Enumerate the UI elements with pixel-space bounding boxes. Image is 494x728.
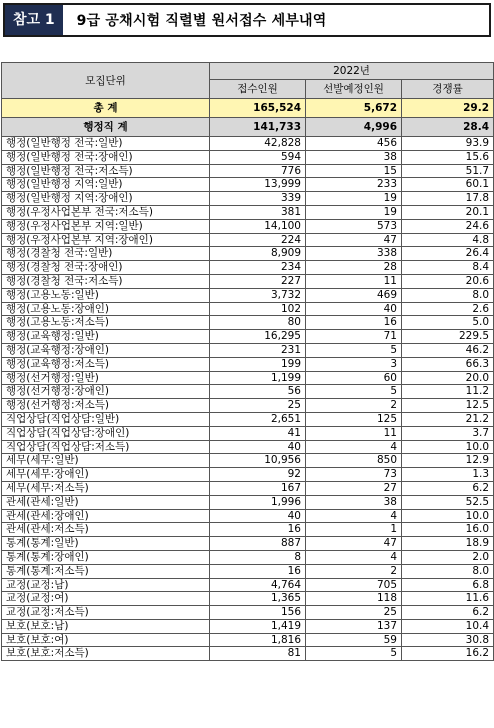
row-ratio: 66.3 <box>402 357 494 371</box>
row-planned: 25 <box>306 606 402 620</box>
header-unit: 모집단위 <box>2 63 210 99</box>
row-applicants: 156 <box>210 606 306 620</box>
row-applicants: 381 <box>210 205 306 219</box>
row-ratio: 24.6 <box>402 219 494 233</box>
row-name: 행정(교육행정:일반) <box>2 330 210 344</box>
row-name: 행정(일반행정 전국:일반) <box>2 137 210 151</box>
row-applicants: 102 <box>210 302 306 316</box>
table-row <box>2 178 494 192</box>
row-name: 보호(보호:여) <box>2 633 210 647</box>
row-applicants: 1,816 <box>210 633 306 647</box>
table-row <box>2 150 494 164</box>
table-row <box>2 343 494 357</box>
table-row <box>2 137 494 151</box>
row-planned: 27 <box>306 481 402 495</box>
total-label: 총 계 <box>2 99 210 118</box>
row-applicants: 224 <box>210 233 306 247</box>
row-planned: 469 <box>306 288 402 302</box>
row-ratio: 21.2 <box>402 412 494 426</box>
row-ratio: 51.7 <box>402 164 494 178</box>
row-ratio: 8.0 <box>402 288 494 302</box>
row-applicants: 1,419 <box>210 619 306 633</box>
row-ratio: 12.9 <box>402 454 494 468</box>
row-applicants: 199 <box>210 357 306 371</box>
table-row <box>2 550 494 564</box>
row-applicants: 13,999 <box>210 178 306 192</box>
row-applicants: 8,909 <box>210 247 306 261</box>
row-applicants: 1,365 <box>210 592 306 606</box>
row-name: 행정(고용노동:일반) <box>2 288 210 302</box>
row-name: 관세(관세:저소득) <box>2 523 210 537</box>
row-planned: 5 <box>306 385 402 399</box>
row-ratio: 229.5 <box>402 330 494 344</box>
row-ratio: 20.0 <box>402 371 494 385</box>
table-row <box>2 192 494 206</box>
row-name: 행정(경찰청 전국:일반) <box>2 247 210 261</box>
row-planned: 3 <box>306 357 402 371</box>
row-applicants: 339 <box>210 192 306 206</box>
row-planned: 40 <box>306 302 402 316</box>
row-applicants: 16 <box>210 564 306 578</box>
row-name: 행정(우정사업본부 지역:장애인) <box>2 233 210 247</box>
table-row <box>2 523 494 537</box>
total-ratio: 29.2 <box>402 99 494 118</box>
table-row <box>2 633 494 647</box>
row-applicants: 16 <box>210 523 306 537</box>
row-planned: 47 <box>306 537 402 551</box>
table-row <box>2 619 494 633</box>
table-row <box>2 399 494 413</box>
row-ratio: 16.2 <box>402 647 494 661</box>
admin-total-label: 행정직 계 <box>2 118 210 137</box>
row-planned: 59 <box>306 633 402 647</box>
row-ratio: 11.2 <box>402 385 494 399</box>
admin-total-applicants: 141,733 <box>210 118 306 137</box>
row-name: 보호(보호:저소득) <box>2 647 210 661</box>
row-applicants: 234 <box>210 261 306 275</box>
total-row <box>2 99 494 118</box>
row-planned: 5 <box>306 647 402 661</box>
row-planned: 60 <box>306 371 402 385</box>
row-planned: 38 <box>306 495 402 509</box>
row-planned: 850 <box>306 454 402 468</box>
table-row <box>2 247 494 261</box>
total-planned: 5,672 <box>306 99 402 118</box>
row-planned: 73 <box>306 468 402 482</box>
table-row <box>2 288 494 302</box>
admin-total-planned: 4,996 <box>306 118 402 137</box>
table-row <box>2 509 494 523</box>
table-row <box>2 330 494 344</box>
row-applicants: 14,100 <box>210 219 306 233</box>
row-applicants: 56 <box>210 385 306 399</box>
row-name: 세무(세무:장애인) <box>2 468 210 482</box>
row-ratio: 1.3 <box>402 468 494 482</box>
row-name: 직업상담(직업상담:저소득) <box>2 440 210 454</box>
row-name: 행정(교육행정:장애인) <box>2 343 210 357</box>
row-applicants: 8 <box>210 550 306 564</box>
row-ratio: 8.0 <box>402 564 494 578</box>
row-ratio: 10.0 <box>402 440 494 454</box>
header-year: 2022년 <box>210 63 494 80</box>
row-name: 행정(일반행정 전국:저소득) <box>2 164 210 178</box>
table-row <box>2 454 494 468</box>
row-planned: 2 <box>306 564 402 578</box>
row-applicants: 10,956 <box>210 454 306 468</box>
row-ratio: 93.9 <box>402 137 494 151</box>
row-ratio: 3.7 <box>402 426 494 440</box>
table-row <box>2 426 494 440</box>
row-ratio: 60.1 <box>402 178 494 192</box>
admin-total-ratio: 28.4 <box>402 118 494 137</box>
row-applicants: 231 <box>210 343 306 357</box>
table-row <box>2 261 494 275</box>
row-applicants: 16,295 <box>210 330 306 344</box>
row-applicants: 594 <box>210 150 306 164</box>
row-planned: 4 <box>306 440 402 454</box>
row-planned: 338 <box>306 247 402 261</box>
title-box <box>3 3 491 37</box>
table-row <box>2 274 494 288</box>
admin-total-row <box>2 118 494 137</box>
row-name: 행정(경찰청 전국:장애인) <box>2 261 210 275</box>
row-planned: 16 <box>306 316 402 330</box>
table-row <box>2 606 494 620</box>
header-row-year <box>2 63 494 80</box>
row-planned: 38 <box>306 150 402 164</box>
row-ratio: 26.4 <box>402 247 494 261</box>
row-planned: 233 <box>306 178 402 192</box>
row-planned: 71 <box>306 330 402 344</box>
row-applicants: 776 <box>210 164 306 178</box>
row-name: 행정(교육행정:저소득) <box>2 357 210 371</box>
row-applicants: 92 <box>210 468 306 482</box>
header-planned: 선발예정인원 <box>306 80 402 99</box>
row-applicants: 25 <box>210 399 306 413</box>
row-name: 행정(일반행정 지역:일반) <box>2 178 210 192</box>
row-ratio: 2.0 <box>402 550 494 564</box>
table-row <box>2 468 494 482</box>
row-ratio: 46.2 <box>402 343 494 357</box>
table-row <box>2 164 494 178</box>
row-name: 세무(세무:일반) <box>2 454 210 468</box>
row-name: 관세(관세:일반) <box>2 495 210 509</box>
header-ratio: 경쟁률 <box>402 80 494 99</box>
page-title: 9급 공채시험 직렬별 원서접수 세부내역 <box>76 13 327 29</box>
row-ratio: 5.0 <box>402 316 494 330</box>
row-planned: 11 <box>306 426 402 440</box>
row-planned: 456 <box>306 137 402 151</box>
table-row <box>2 371 494 385</box>
row-ratio: 12.5 <box>402 399 494 413</box>
row-applicants: 1,199 <box>210 371 306 385</box>
row-name: 직업상담(직업상담:장애인) <box>2 426 210 440</box>
row-ratio: 6.2 <box>402 606 494 620</box>
row-name: 직업상담(직업상담:일반) <box>2 412 210 426</box>
row-name: 통계(통계:저소득) <box>2 564 210 578</box>
row-planned: 11 <box>306 274 402 288</box>
table-row <box>2 440 494 454</box>
row-planned: 5 <box>306 343 402 357</box>
table-row <box>2 357 494 371</box>
row-ratio: 30.8 <box>402 633 494 647</box>
table-row <box>2 412 494 426</box>
row-ratio: 6.8 <box>402 578 494 592</box>
row-planned: 573 <box>306 219 402 233</box>
row-ratio: 10.4 <box>402 619 494 633</box>
row-applicants: 1,996 <box>210 495 306 509</box>
row-ratio: 15.6 <box>402 150 494 164</box>
row-name: 행정(고용노동:장애인) <box>2 302 210 316</box>
row-planned: 19 <box>306 192 402 206</box>
table-row <box>2 564 494 578</box>
row-ratio: 20.1 <box>402 205 494 219</box>
row-planned: 28 <box>306 261 402 275</box>
title-tag: 참고 1 <box>5 5 63 35</box>
table-row <box>2 537 494 551</box>
row-applicants: 3,732 <box>210 288 306 302</box>
row-name: 교정(교정:여) <box>2 592 210 606</box>
row-planned: 705 <box>306 578 402 592</box>
row-planned: 125 <box>306 412 402 426</box>
row-ratio: 2.6 <box>402 302 494 316</box>
table-row <box>2 385 494 399</box>
row-name: 교정(교정:남) <box>2 578 210 592</box>
row-applicants: 40 <box>210 440 306 454</box>
row-planned: 2 <box>306 399 402 413</box>
row-applicants: 167 <box>210 481 306 495</box>
table-row <box>2 481 494 495</box>
row-name: 행정(일반행정 지역:장애인) <box>2 192 210 206</box>
row-planned: 1 <box>306 523 402 537</box>
row-applicants: 40 <box>210 509 306 523</box>
row-name: 행정(일반행정 전국:장애인) <box>2 150 210 164</box>
row-name: 행정(우정사업본부 지역:일반) <box>2 219 210 233</box>
row-name: 행정(우정사업본부 전국:저소득) <box>2 205 210 219</box>
row-name: 행정(고용노동:저소득) <box>2 316 210 330</box>
row-applicants: 42,828 <box>210 137 306 151</box>
row-ratio: 10.0 <box>402 509 494 523</box>
row-applicants: 41 <box>210 426 306 440</box>
row-applicants: 227 <box>210 274 306 288</box>
row-name: 행정(선거행정:저소득) <box>2 399 210 413</box>
row-name: 세무(세무:저소득) <box>2 481 210 495</box>
row-name: 행정(경찰청 전국:저소득) <box>2 274 210 288</box>
row-applicants: 4,764 <box>210 578 306 592</box>
row-name: 행정(선거행정:장애인) <box>2 385 210 399</box>
row-applicants: 80 <box>210 316 306 330</box>
table-row <box>2 233 494 247</box>
row-ratio: 16.0 <box>402 523 494 537</box>
row-planned: 118 <box>306 592 402 606</box>
row-planned: 47 <box>306 233 402 247</box>
row-ratio: 52.5 <box>402 495 494 509</box>
table-row <box>2 495 494 509</box>
row-ratio: 4.8 <box>402 233 494 247</box>
row-name: 보호(보호:남) <box>2 619 210 633</box>
row-planned: 4 <box>306 550 402 564</box>
row-ratio: 17.8 <box>402 192 494 206</box>
row-name: 교정(교정:저소득) <box>2 606 210 620</box>
table-row <box>2 578 494 592</box>
row-ratio: 8.4 <box>402 261 494 275</box>
row-name: 통계(통계:일반) <box>2 537 210 551</box>
row-name: 관세(관세:장애인) <box>2 509 210 523</box>
table-row <box>2 647 494 661</box>
recruitment-table <box>1 62 494 661</box>
row-applicants: 887 <box>210 537 306 551</box>
row-ratio: 6.2 <box>402 481 494 495</box>
row-name: 통계(통계:장애인) <box>2 550 210 564</box>
table-row <box>2 592 494 606</box>
table-row <box>2 205 494 219</box>
row-planned: 4 <box>306 509 402 523</box>
table-row <box>2 302 494 316</box>
table-row <box>2 316 494 330</box>
row-planned: 19 <box>306 205 402 219</box>
table-row <box>2 219 494 233</box>
header-applicants: 접수인원 <box>210 80 306 99</box>
row-applicants: 81 <box>210 647 306 661</box>
row-ratio: 11.6 <box>402 592 494 606</box>
row-applicants: 2,651 <box>210 412 306 426</box>
row-planned: 137 <box>306 619 402 633</box>
total-applicants: 165,524 <box>210 99 306 118</box>
row-ratio: 20.6 <box>402 274 494 288</box>
row-ratio: 18.9 <box>402 537 494 551</box>
row-planned: 15 <box>306 164 402 178</box>
row-name: 행정(선거행정:일반) <box>2 371 210 385</box>
